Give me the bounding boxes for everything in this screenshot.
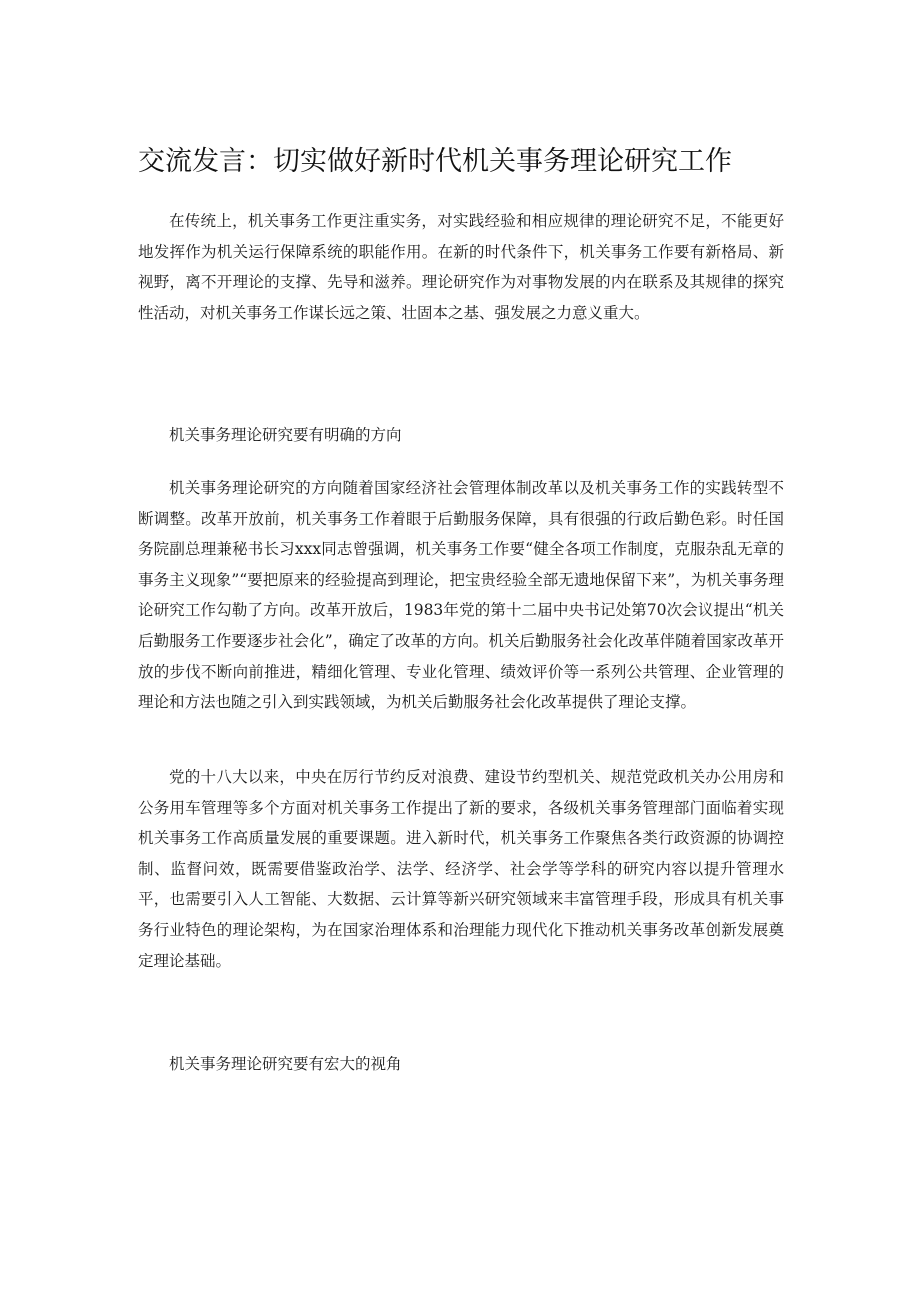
body-paragraph: 机关事务理论研究的方向随着国家经济社会管理体制改革以及机关事务工作的实践转型不断调整。改革开放前，机关事务工作着眼于后勤服务保障，具有很强的行政后勤色彩。时任国务院副总理兼秘书长习xxx同志曾强调，机关事务工作要“健全各项工作制度，克服杂乱无章的事务主义现象”“要把原来的经验提高到理论，把宝贵经验全部无遗地保留下来”，为机关事务理论研究工作勾勒了方向。改革开放后，1983年党的第十二届中央书记处第70次会议提出“机关后勤服务工作要逐步社会化”，确定了改革的方向。机关后勤服务社会化改革伴随着国家改革开放的步伐不断向前推进，精细化管理、专业化管理、绩效评价等一系列公共管理、企业管理的理论和方法也随之引入到实践领域，为机关后勤服务社会化改革提供了理论支撑。: [138, 479, 784, 712]
document-title: 交流发言：切实做好新时代机关事务理论研究工作: [138, 146, 732, 177]
body-paragraph: 党的十八大以来，中央在厉行节约反对浪费、建设节约型机关、规范党政机关办公用房和公务用车管理等多个方面对机关事务工作提出了新的要求，各级机关事务管理部门面临着实现机关事务工作高质量发展的重要课题。进入新时代，机关事务工作聚焦各类行政资源的协调控制、监督问效，既需要借鉴政治学、法学、经济学、社会学等学科的研究内容以提升管理水平，也需要引入人工智能、大数据、云计算等新兴研究领域来丰富管理手段，形成具有机关事务行业特色的理论架构，为在国家治理体系和治理能力现代化下推动机关事务改革创新发展奠定理论基础。: [138, 768, 784, 970]
section-heading: 机关事务理论研究要有明确的方向: [169, 426, 402, 444]
section-heading: 机关事务理论研究要有宏大的视角: [169, 1055, 402, 1073]
body-paragraph: 在传统上，机关事务工作更注重实务，对实践经验和相应规律的理论研究不足，不能更好地发挥作为机关运行保障系统的职能作用。在新的时代条件下，机关事务工作要有新格局、新视野，离不开理论的支撑、先导和滋养。理论研究作为对事物发展的内在联系及其规律的探究性活动，对机关事务工作谋长远之策、壮固本之基、强发展之力意义重大。: [138, 212, 784, 322]
